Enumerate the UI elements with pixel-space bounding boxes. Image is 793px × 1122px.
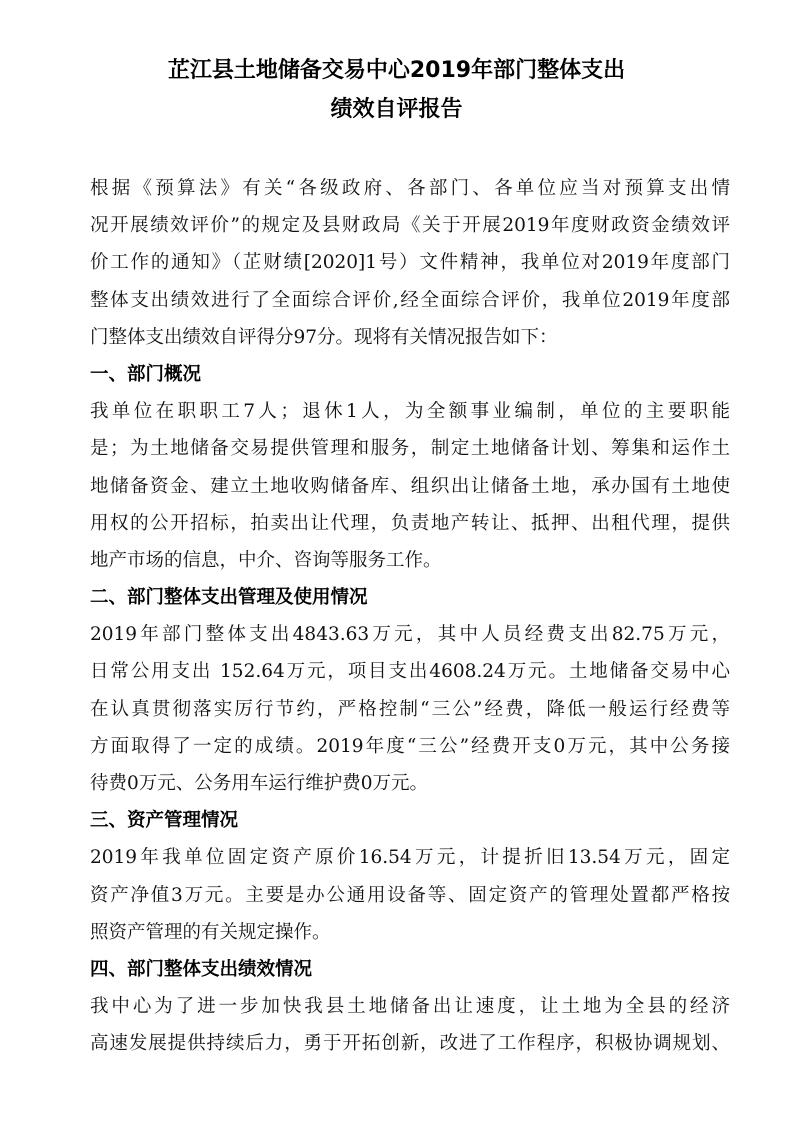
section4-line-2: 高速发展提供持续后力，勇于开拓创新，改进了工作程序，积极协调规划、: [90, 1033, 730, 1055]
section1-line-2: 是；为土地储备交易提供管理和服务，制定土地储备计划、筹集和运作土: [90, 438, 730, 460]
section-heading-1: 一、部门概况: [90, 363, 202, 385]
section1-line-4: 用权的公开招标，拍卖出让代理，负责地产转让、抵押、出租代理，提供: [90, 512, 730, 534]
section2-line-3: 在认真贯彻落实厉行节约，严格控制“三公”经费，降低一般运行经费等: [90, 698, 730, 720]
section4-line-1: 我中心为了进一步加快我县土地储备出让速度，让土地为全县的经济: [90, 996, 730, 1018]
section2-line-2: 日常公用支出 152.64万元，项目支出4608.24万元。土地储备交易中心: [90, 661, 730, 683]
section-heading-4: 四、部门整体支出绩效情况: [90, 958, 313, 980]
section-heading-3: 三、资产管理情况: [90, 810, 239, 832]
intro-line-2: 况开展绩效评价”的规定及县财政局《关于开展2019年度财政资金绩效评: [90, 215, 730, 237]
section2-line-1: 2019年部门整体支出4843.63万元，其中人员经费支出82.75万元，: [90, 624, 730, 646]
section-heading-2: 二、部门整体支出管理及使用情况: [90, 587, 368, 609]
intro-line-4: 整体支出绩效进行了全面综合评价,经全面综合评价，我单位2019年度部: [90, 289, 730, 311]
section2-line-5: 待费0万元、公务用车运行维护费0万元。: [90, 773, 429, 794]
section1-line-5: 地产市场的信息，中介、咨询等服务工作。: [90, 549, 442, 571]
section1-line-3: 地储备资金、建立土地收购储备库、组织出让储备土地，承办国有土地使: [90, 475, 730, 497]
section3-line-3: 照资产管理的有关规定操作。: [90, 921, 331, 943]
section3-line-2: 资产净值3万元。主要是办公通用设备等、固定资产的管理处置都严格按: [90, 884, 730, 906]
document-title-line-1: 芷江县土地储备交易中心2019年部门整体支出: [167, 58, 626, 83]
intro-line-1: 根据《预算法》有关“各级政府、各部门、各单位应当对预算支出情: [90, 178, 730, 199]
section1-line-1: 我单位在职职工7人；退休1人，为全额事业编制，单位的主要职能: [90, 401, 730, 423]
document-body: [90, 170, 730, 1063]
section3-line-1: 2019年我单位固定资产原价16.54万元，计提折旧13.54万元，固定: [90, 847, 730, 869]
intro-line-3: 价工作的通知》（芷财绩[2020]1号）文件精神，我单位对2019年度部门: [90, 252, 730, 274]
intro-line-5: 门整体支出绩效自评得分97分。现将有关情况报告如下：: [90, 326, 558, 348]
section2-line-4: 方面取得了一定的成绩。2019年度“三公”经费开支0万元，其中公务接: [90, 735, 730, 757]
document-title-line-2: 绩效自评报告: [330, 97, 463, 122]
